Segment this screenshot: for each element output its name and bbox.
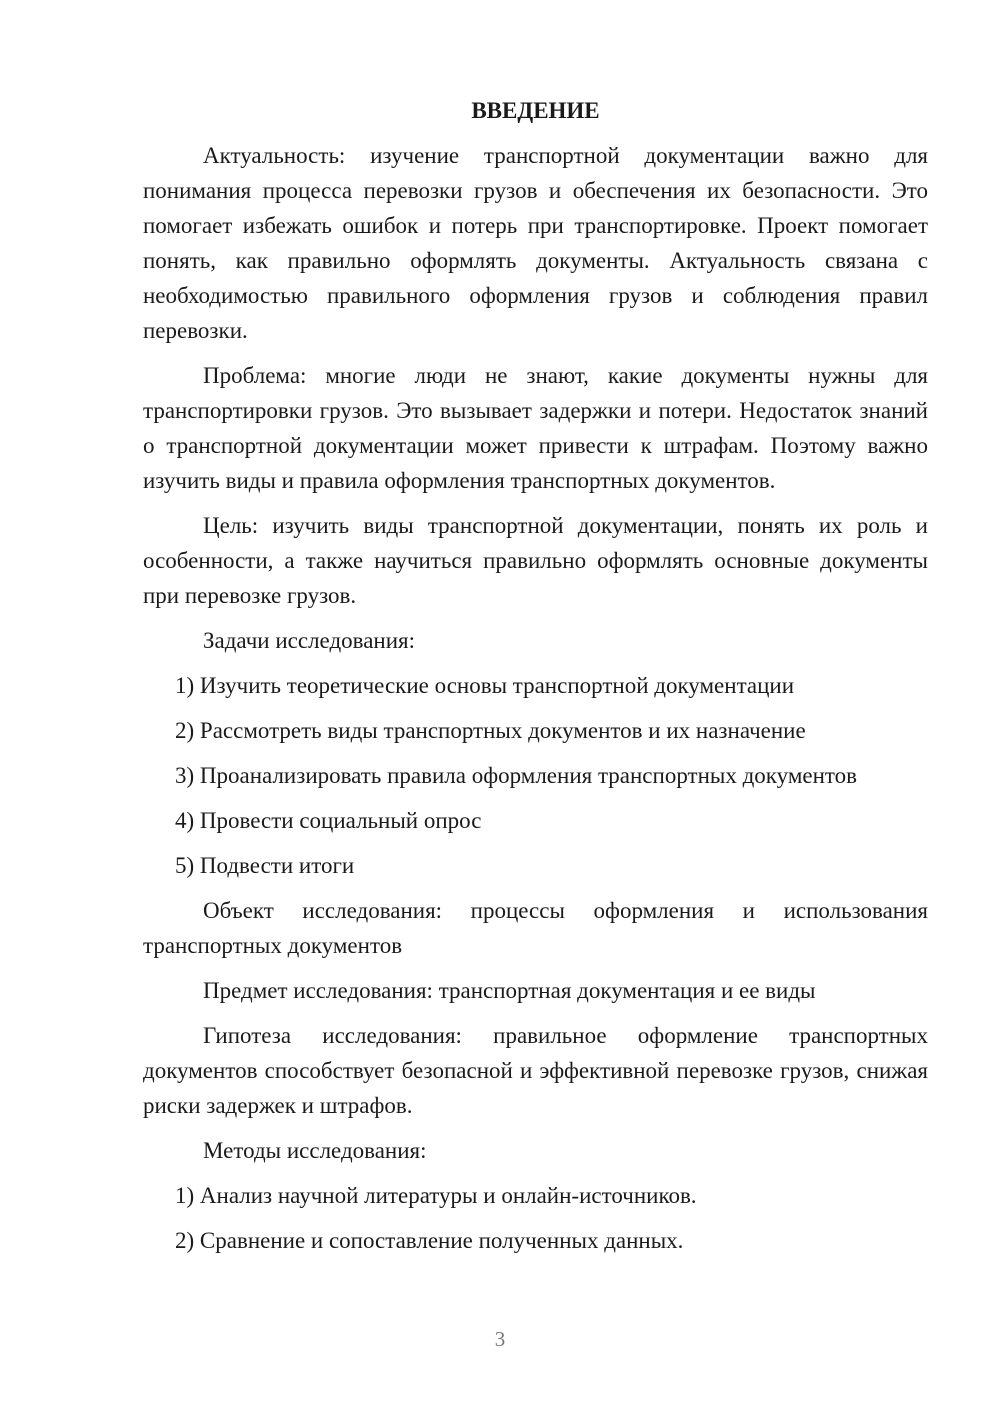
page-number: 3 bbox=[494, 1327, 506, 1351]
methods-list bbox=[143, 1178, 928, 1258]
task-item: 4) Провести социальный опрос bbox=[175, 808, 482, 833]
hypothesis-paragraph: Гипотеза исследования: правильное оформление транспортных документов способствует безопасной и эффективной перевозке грузов, снижая риски задержек и штрафов. bbox=[143, 1023, 928, 1118]
task-item: 1) Изучить теоретические основы транспортной документации bbox=[175, 673, 795, 698]
tasks-heading: Задачи исследования: bbox=[203, 628, 416, 653]
tasks-list bbox=[143, 668, 928, 883]
document-page bbox=[143, 93, 928, 1268]
task-item: 3) Проанализировать правила оформления транспортных документов bbox=[175, 763, 858, 788]
relevance-paragraph: Актуальность: изучение транспортной документации важно для понимания процесса перевозки грузов и обеспечения их безопасности. Это помогает избежать ошибок и потерь при транспортировке. Проект помогает понять, как правильно оформлять документы. Актуальность связана с необходимостью правильного оформления грузов и соблюдения правил перевозки. bbox=[143, 143, 928, 343]
object-paragraph: Объект исследования: процессы оформления и использования транспортных документов bbox=[143, 898, 928, 958]
problem-paragraph: Проблема: многие люди не знают, какие документы нужны для транспортировки грузов. Это вызывает задержки и потери. Недостаток знаний о транспортной документации может привести к штрафам. Поэтому важно изучить виды и правила оформления транспортных документов. bbox=[143, 363, 928, 493]
subject-paragraph: Предмет исследования: транспортная документация и ее виды bbox=[203, 978, 816, 1003]
task-item: 2) Рассмотреть виды транспортных документов и их назначение bbox=[175, 718, 806, 743]
section-title: ВВЕДЕНИЕ bbox=[471, 98, 600, 123]
task-item: 5) Подвести итоги bbox=[175, 853, 355, 878]
method-item: 2) Сравнение и сопоставление полученных данных. bbox=[175, 1228, 684, 1253]
goal-paragraph: Цель: изучить виды транспортной документации, понять их роль и особенности, а также научиться правильно оформлять основные документы при перевозке грузов. bbox=[143, 513, 928, 608]
method-item: 1) Анализ научной литературы и онлайн-источников. bbox=[175, 1183, 697, 1208]
methods-heading: Методы исследования: bbox=[203, 1138, 427, 1163]
